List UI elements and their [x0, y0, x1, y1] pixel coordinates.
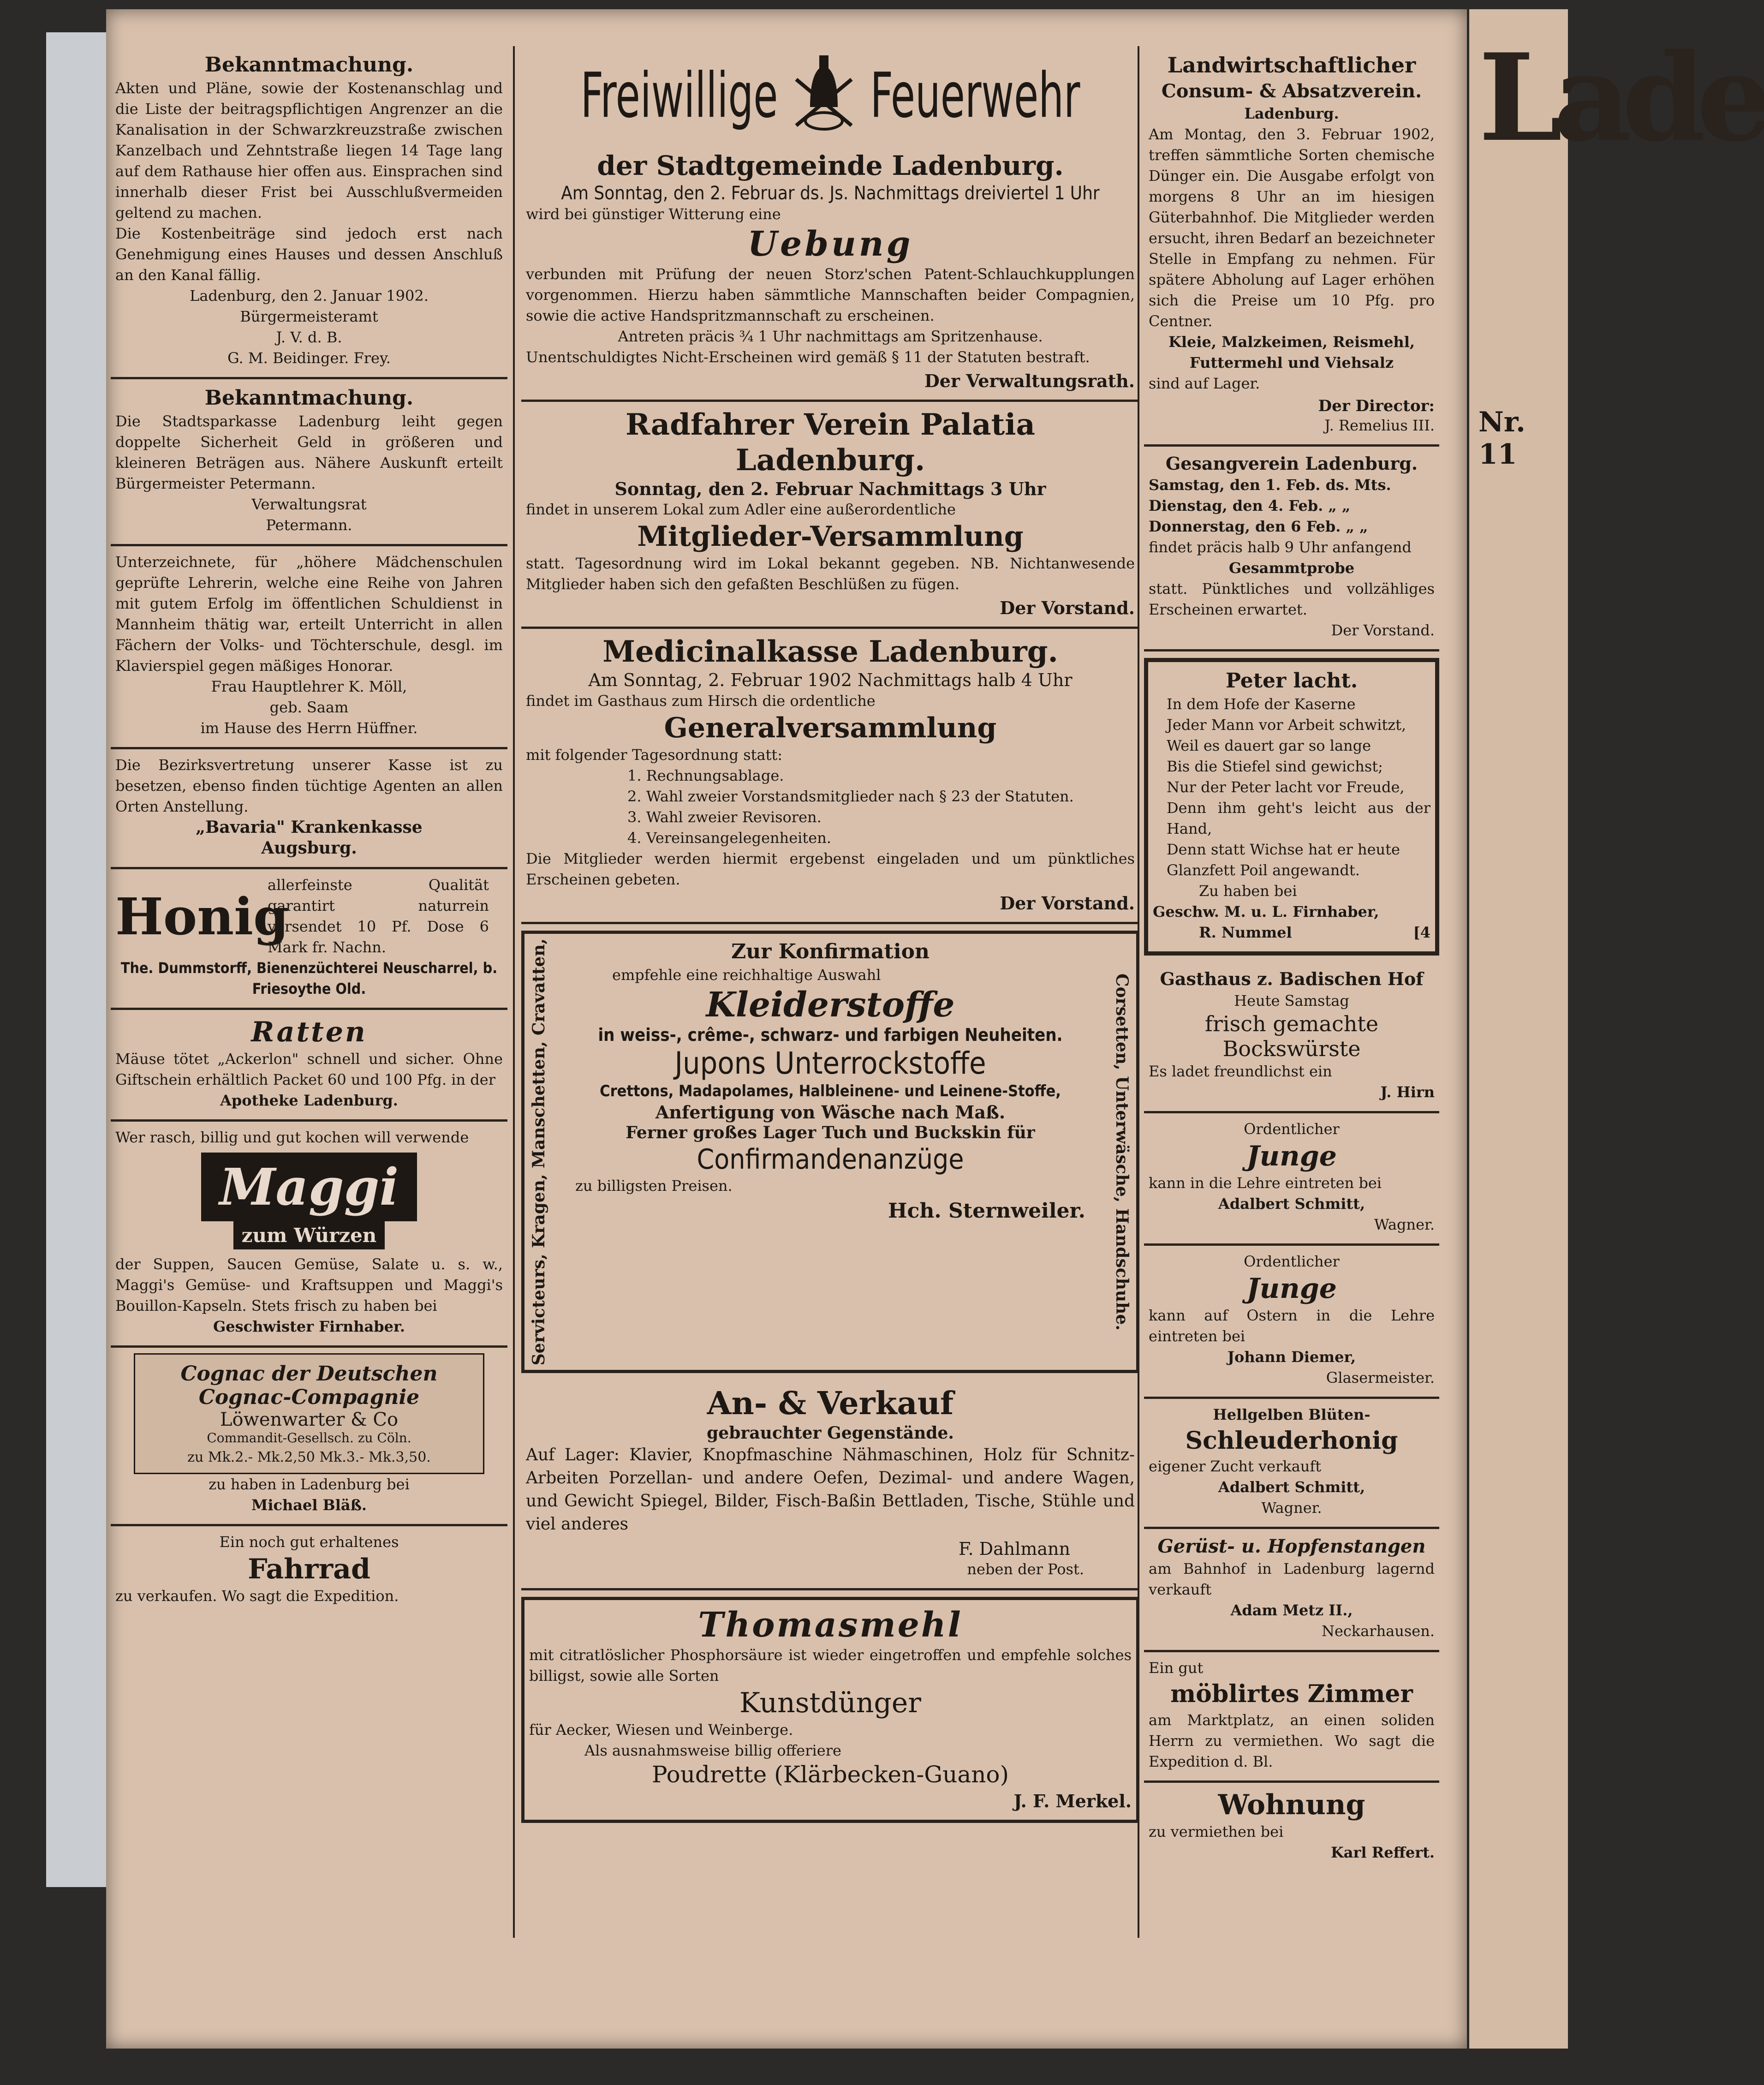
ad-maggi [111, 1122, 507, 1348]
ad-body: sind auf Lager. [1149, 374, 1260, 392]
ad-krankenkasse [111, 749, 507, 869]
ad-body: allerfeinste Qualität garantirt naturrein versendet 10 Pf. Dose 6 Mark fr. Nachn. [268, 876, 489, 956]
ad-heading: Zur Konfirmation [731, 939, 930, 963]
column-rule [513, 46, 515, 1938]
ad-note: findet in unserem Lokal zum Adler eine außerordentliche [526, 501, 956, 519]
ad-signature: Neckarhausen. [1321, 1622, 1435, 1640]
ad-signature: The. Dummstorff, Bienenzüchterei Neuscharrel, b. Friesoythe Old. [120, 959, 498, 998]
ad-title: Gesammtprobe [1228, 559, 1355, 577]
ad-heading: Gesangverein Ladenburg. [1165, 453, 1418, 474]
poem-line: Nur der Peter lacht vor Freude, [1167, 778, 1405, 796]
ad-line: findet präcis halb 9 Uhr anfangend [1149, 538, 1412, 556]
ad-time: Antreten präcis ¾ 1 Uhr nachmittags am Spritzenhause. [618, 328, 1043, 346]
ad-junge-1 [1144, 1113, 1439, 1246]
ad-honig [111, 869, 507, 1010]
ad-body: Akten und Pläne, sowie der Kostenanschlag und die Liste der beitragspflichtigen Angrenzer an die Kanalisation in der Schwarzkreuzstraße zwischen Kanzelbach und Zehntstraße liegen 14 Tage lang auf dem Rathause hier offen aus. Einsprachen sind innerhalb dieser Frist bei Ausschlußvermeiden geltend zu machen. [115, 79, 503, 222]
column-right [1144, 46, 1439, 1871]
ad-date: Ladenburg, den 2. Januar 1902. [190, 287, 429, 305]
ad-body: der Suppen, Saucen Gemüse, Salate u. s. w., Maggi's Gemüse- und Kraftsuppen und Maggi's Bouillon-Kapseln. Stets frisch zu haben bei [115, 1255, 503, 1315]
poem-line: Jeder Mann vor Arbeit schwitzt, [1167, 716, 1406, 734]
ad-intro: Ordentlicher [1244, 1252, 1340, 1270]
ad-heading: Junge [1246, 1272, 1337, 1305]
ad-signature: Karl Reffert. [1330, 1843, 1435, 1861]
ad-heading: Junge [1246, 1140, 1337, 1172]
ad-body: am Bahnhof in Ladenburg lagernd verkauft [1149, 1560, 1435, 1599]
ad-signature: Verwaltungsrat [251, 496, 367, 514]
ad-subheading: der Stadtgemeinde Ladenburg. [597, 150, 1064, 181]
poem-line: Denn ihm geht's leicht aus der Hand, [1167, 799, 1430, 838]
ad-landwirtschaft [1144, 46, 1439, 447]
ad-title: frisch gemachte Bockswürste [1204, 1011, 1379, 1061]
ad-signature: Michael Bläß. [251, 1496, 367, 1514]
ad-signature: F. Dahlmann [959, 1538, 1070, 1559]
ad-line: Dienstag, den 4. Feb. „ „ [1149, 497, 1351, 515]
ad-heading: Freiwillige [580, 59, 778, 132]
ad-body: Es ladet freundlichst ein [1149, 1062, 1332, 1080]
cognac-firm: Löwenwarter & Co [220, 1409, 399, 1431]
ad-subheading: gebrauchter Gegenstände. [707, 1423, 954, 1443]
ad-fahrrad [111, 1526, 507, 1615]
ad-title: Mitglieder-Versammlung [637, 520, 1024, 553]
ad-date: Am Sonntag, den 2. Februar ds. Js. Nachmittags dreiviertel 1 Uhr [561, 183, 1100, 204]
ad-body: Kleie, Malzkeimen, Reismehl, Futtermehl und Viehsalz [1168, 333, 1415, 371]
ad-signature: Der Verwaltungsrath. [924, 370, 1135, 392]
ad-body: verbunden mit Prüfung der neuen Storz'schen Patent-Schlauchkupplungen vorgenommen. Hierzu haben sämmtliche Mannschaften beider Compagnien, sowie die active Handspritzmannschaft zu erscheinen. [526, 265, 1135, 325]
ad-title: Kleiderstoffe [706, 985, 955, 1025]
cognac-prices: zu Mk.2.- Mk.2,50 Mk.3.- Mk.3,50. [187, 1449, 431, 1466]
ad-signature: Der Vorstand. [1331, 621, 1435, 639]
ad-intro: Zu haben bei [1199, 882, 1297, 900]
ad-heading: Fahrrad [248, 1553, 370, 1586]
ad-signature: geb. Saam [269, 699, 349, 717]
fire-helmet-icon [792, 52, 856, 139]
ad-konfirmation [521, 931, 1139, 1373]
ad-schleuderhonig [1144, 1399, 1439, 1529]
ad-body: Die Mitglieder werden hiermit ergebenst eingeladen und um pünktliches Erscheinen gebeten. [526, 849, 1135, 888]
ad-signature: Der Vorstand. [1000, 892, 1135, 914]
ad-intro: Ein gut [1149, 1659, 1204, 1677]
ad-line: zu billigsten Preisen. [575, 1177, 733, 1195]
ad-date: Am Sonntag, 2. Februar 1902 Nachmittags halb 4 Uhr [588, 669, 1073, 690]
ad-signature: Petermann. [266, 516, 352, 534]
ad-heading: Gasthaus z. Badischen Hof [1160, 968, 1424, 990]
ad-note: findet im Gasthaus zum Hirsch die ordentliche [526, 692, 876, 710]
ad-body: Unterzeichnete, für „höhere Mädchenschulen geprüfte Lehrerin, welche eine Reihe von Jahren mit gutem Erfolg im öffentlichen Schuldienst in Mannheim thätig war, erteilt Unterricht in allen Fächern der Volks- und Töchterschule, desgl. im Klavierspiel gegen mäßiges Honorar. [115, 553, 503, 675]
ad-signature: R. Nummel [1199, 924, 1292, 942]
ad-line: Jupons Unterrockstoffe [674, 1045, 986, 1081]
ad-heading: Honig [115, 886, 289, 946]
poem-line: Denn statt Wichse hat er heute [1167, 841, 1400, 859]
ad-heading: Feuerwehr [870, 59, 1080, 132]
ad-intro: empfehle eine reichhaltige Auswahl [612, 966, 881, 984]
agenda-item: 3. Wahl zweier Revisoren. [627, 808, 822, 826]
ad-signature: Geschw. M. u. L. Firnhaber, [1153, 903, 1379, 921]
ad-body: mit citratlöslicher Phosphorsäure ist wieder eingetroffen und empfehle solches billigst, sowie alle Sorten [529, 1646, 1132, 1685]
poem-line: In dem Hofe der Kaserne [1167, 695, 1356, 713]
issue-number: Nr. 11 [1478, 406, 1526, 471]
ad-body: Am Montag, den 3. Februar 1902, treffen sämmtliche Sorten chemische Dünger ein. Die Ausgabe erfolgt von morgens 8 Uhr an im hiesigen Güterbahnhof. Die Mitglieder werden ersucht, ihren Bedarf an bezeichneter Stelle in Empfang zu nehmen. Für spätere Abholung auf Lager erhöhen sich die Preise um 10 Pfg. pro Centner. [1149, 125, 1435, 330]
ad-body: zu vermiethen bei [1149, 1822, 1284, 1840]
poem-line: Bis die Stiefel sind gewichst; [1167, 758, 1383, 776]
ad-intro: zu haben in Ladenburg bei [209, 1476, 410, 1494]
ad-signature: Geschwister Firnhaber. [213, 1318, 405, 1336]
ad-junge-2 [1144, 1246, 1439, 1399]
ad-body: Auf Lager: Klavier, Knopfmaschine Nähmaschinen, Holz für Schnitz-Arbeiten Porzellan- und andere Oefen, Dezimal- und andere Wagen, und Gewicht Spiegel, Bilder, Fisch-Baßin Bettladen, Tische, Stühle und viel anderes [526, 1445, 1135, 1534]
ad-heading: Peter lacht. [1225, 669, 1358, 693]
ad-signature: neben der Post. [967, 1560, 1084, 1578]
ad-body: statt. Pünktliches und vollzähliges Erscheinen erwartet. [1149, 580, 1435, 619]
agenda-item: 2. Wahl zweier Vorstandsmitglieder nach § 23 der Statuten. [627, 787, 1074, 805]
ad-heading: Wohnung [1218, 1788, 1365, 1821]
ad-signature: Apotheke Ladenburg. [220, 1092, 398, 1110]
agenda-item: 4. Vereinsangelegenheiten. [627, 829, 831, 847]
ad-date: Sonntag, den 2. Februar Nachmittags 3 Uhr [614, 478, 1046, 500]
ad-signature: J. Hirn [1380, 1083, 1435, 1101]
ad-intro: Ordentlicher [1244, 1120, 1340, 1138]
ad-line: in weiss-, crême-, schwarz- und farbigen Neuheiten. [598, 1025, 1063, 1045]
ad-radfahrer [521, 402, 1139, 629]
ad-signature: Adalbert Schmitt, [1218, 1195, 1365, 1213]
ad-body: Die Kostenbeiträge sind jedoch erst nach Genehmigung eines Hauses und dessen Anschluß an den Kanal fällig. [115, 225, 503, 284]
masthead-fragment: Lade [1478, 28, 1764, 168]
ad-gesangverein [1144, 447, 1439, 651]
ad-wohnung [1144, 1783, 1439, 1871]
ad-signature: Wagner. [1374, 1215, 1435, 1233]
ad-signature: Der Vorstand. [1000, 597, 1135, 619]
ad-intro: Hellgelben Blüten- [1213, 1405, 1371, 1423]
ad-bekanntmachung-kanal [111, 46, 507, 379]
poem-line: Weil es dauert gar so lange [1167, 737, 1371, 755]
ad-heading: An- & Verkauf [707, 1385, 954, 1422]
ad-signature: J. Remelius III. [1324, 416, 1435, 434]
ad-line: Donnerstag, den 6 Feb. „ „ [1149, 518, 1368, 536]
ad-zimmer [1144, 1652, 1439, 1783]
ad-lehrerin [111, 546, 507, 749]
ad-number: [4 [1413, 924, 1430, 942]
ad-line: für Aecker, Wiesen und Weinberge. [529, 1721, 793, 1738]
adjacent-page [1469, 9, 1764, 2049]
poem-line: Glanzfett Poil angewandt. [1167, 861, 1360, 879]
ad-heading: Bekanntmachung. [204, 53, 414, 77]
ad-intro: mit folgender Tagesordnung statt: [526, 746, 783, 764]
ad-signature: Frau Hauptlehrer K. Möll, [211, 678, 407, 696]
maggi-subtitle: zum Würzen [233, 1221, 385, 1249]
ad-peter-lacht [1144, 658, 1439, 956]
cognac-sub: Commandit-Gesellsch. zu Cöln. [207, 1430, 411, 1446]
ad-intro: Ein noch gut erhaltenes [219, 1533, 399, 1551]
ad-thomasmehl [521, 1597, 1139, 1823]
ad-body: eigener Zucht verkauft [1149, 1458, 1322, 1476]
ad-body: Die Bezirksvertretung unserer Kasse ist zu besetzen, ebenso finden tüchtige Agenten an allen Orten Anstellung. [115, 756, 503, 816]
ad-penalty: Unentschuldigtes Nicht-Erscheinen wird gemäß § 11 der Statuten bestraft. [526, 348, 1090, 366]
ad-gasthaus [1144, 962, 1439, 1113]
ad-signature: Hch. Sternweiler. [888, 1199, 1085, 1223]
agenda-item: 1. Rechnungsablage. [627, 766, 784, 784]
cognac-title: Cognac der Deutschen Cognac-Compagnie [180, 1362, 438, 1410]
ad-heading: Thomasmehl [698, 1605, 963, 1645]
ad-signature: Adalbert Schmitt, [1218, 1478, 1365, 1496]
ad-heading: Radfahrer Verein Palatia Ladenburg. [626, 407, 1035, 478]
ad-ratten [111, 1010, 507, 1122]
maggi-logo: Maggi [201, 1153, 417, 1221]
ad-office: Bürgermeisteramt [240, 308, 378, 326]
ad-heading: möblirtes Zimmer [1170, 1680, 1413, 1709]
ad-name: „Bavaria" Krankenkasse [196, 818, 423, 837]
ad-body: Mäuse tötet „Ackerlon" schnell und sicher. Ohne Giftschein erhältlich Packet 60 und 100 Pfg. in der [115, 1050, 503, 1089]
ad-signature: Johann Diemer, [1227, 1348, 1356, 1366]
ad-line: Samstag, den 1. Feb. ds. Mts. [1149, 476, 1391, 494]
column-middle [521, 46, 1139, 1829]
ad-bekanntmachung-sparkasse [111, 379, 507, 546]
ad-signature: J. V. d. B. [276, 329, 342, 347]
ad-heading: Schleuderhonig [1185, 1426, 1398, 1455]
ad-heading: Bekanntmachung. [204, 386, 414, 410]
ad-body: Die Stadtsparkasse Ladenburg leiht gegen doppelte Sicherheit Geld in größeren und kleineren Beträgen aus. Nähere Auskunft erteilt Bürgermeister Petermann. [115, 412, 503, 493]
ad-heading: Consum- & Absatzverein. [1161, 80, 1422, 102]
ad-title: Kunstdünger [739, 1686, 921, 1719]
ad-note: wird bei günstiger Witterung eine [526, 205, 781, 223]
ad-side-text: Corsetten, Unterwäsche, Handschuhe. [1112, 973, 1132, 1331]
ad-signature: Adam Metz II., [1230, 1601, 1353, 1619]
ad-line: Poudrette (Klärbecken-Guano) [652, 1761, 1009, 1788]
ad-line: Ferner großes Lager Tuch und Buckskin für [626, 1123, 1035, 1143]
ad-side-text: Servicteurs, Kragen, Manschetten, Cravatten, [529, 938, 548, 1366]
ad-signature: Wagner. [1261, 1499, 1322, 1517]
ad-medicinalkasse [521, 629, 1139, 924]
ad-geruest [1144, 1529, 1439, 1652]
ad-signature: G. M. Beidinger. Frey. [227, 349, 391, 367]
ad-signature: J. F. Merkel. [1013, 1790, 1132, 1811]
ad-intro: Wer rasch, billig und gut kochen will verwende [115, 1129, 469, 1147]
ad-subheading: Heute Samstag [1234, 992, 1349, 1010]
ad-feuerwehr [521, 46, 1139, 402]
ad-heading: Medicinalkasse Ladenburg. [602, 634, 1058, 669]
column-left [111, 46, 507, 1615]
ad-line: Anfertigung von Wäsche nach Maß. [655, 1102, 1006, 1123]
ad-heading: Landwirtschaftlicher [1167, 53, 1416, 78]
ad-line: Als ausnahmsweise billig offeriere [584, 1741, 841, 1759]
ad-signature: im Hause des Herrn Hüffner. [200, 719, 418, 737]
ad-signature: Glasermeister. [1326, 1368, 1435, 1386]
ad-heading: Ladenburg. [1244, 104, 1339, 122]
ad-body: statt. Tagesordnung wird im Lokal bekannt gegeben. NB. Nichtanwesende Mitglieder haben sich den gefaßten Beschlüßen zu fügen. [526, 555, 1135, 593]
ad-body: kann auf Ostern in die Lehre eintreten bei [1149, 1306, 1435, 1345]
ad-title: Uebung [747, 224, 913, 264]
ad-cognac [111, 1348, 507, 1526]
ad-city: Augsburg. [261, 838, 357, 858]
ad-body: zu verkaufen. Wo sagt die Expedition. [115, 1587, 399, 1605]
ad-heading: Gerüst- u. Hopfenstangen [1157, 1535, 1426, 1558]
ad-body: kann in die Lehre eintreten bei [1149, 1174, 1382, 1192]
ad-an-verkauf [521, 1380, 1139, 1590]
ad-heading: Ratten [251, 1016, 367, 1049]
ad-line: Confirmandenanzüge [697, 1143, 964, 1176]
ad-line: Crettons, Madapolames, Halbleinene- und Leinene-Stoffe, [600, 1082, 1061, 1101]
ad-title: Generalversammlung [664, 711, 997, 744]
ad-body: am Marktplatz, an einen soliden Herrn zu vermiethen. Wo sagt die Expedition d. Bl. [1149, 1711, 1435, 1770]
ad-signature: Der Director: [1318, 396, 1435, 415]
